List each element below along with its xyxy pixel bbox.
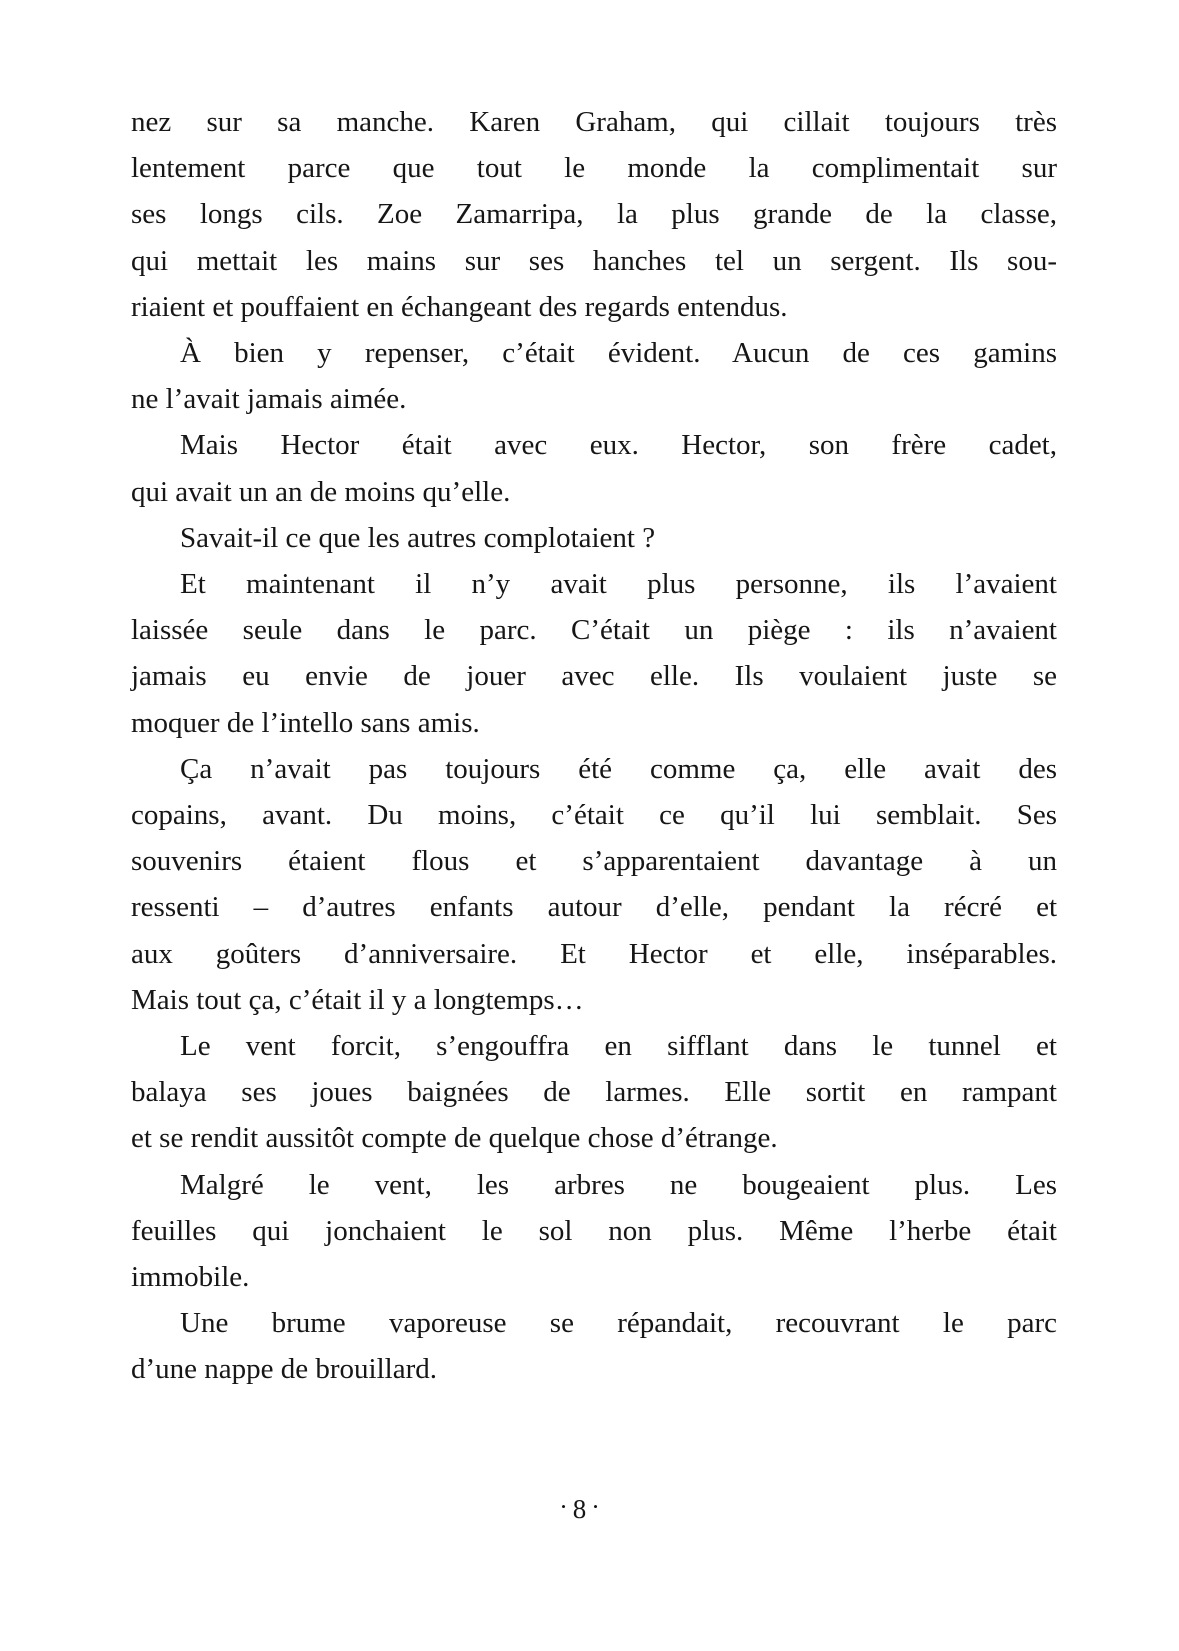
text-line: souvenirs étaient flous et s’apparentaient davantage à un — [131, 845, 1057, 878]
page-number — [0, 1494, 1159, 1525]
text-line: Le vent forcit, s’engouffra en sifflant dans le tunnel et — [180, 1030, 1057, 1063]
text-line: Mais Hector était avec eux. Hector, son frère cadet, — [180, 429, 1057, 462]
text-line: Savait-il ce que les autres complotaient ? — [180, 521, 656, 554]
text-line: d’une nappe de brouillard. — [131, 1353, 438, 1386]
text-line: laissée seule dans le parc. C’était un piège : ils n’avaient — [131, 614, 1057, 647]
text-line: jamais eu envie de jouer avec elle. Ils voulaient juste se — [131, 660, 1057, 693]
text-line: Mais tout ça, c’était il y a longtemps… — [131, 983, 584, 1016]
text-line: qui avait un an de moins qu’elle. — [131, 475, 511, 508]
text-line: À bien y repenser, c’était évident. Aucun de ces gamins — [180, 337, 1057, 370]
folio-right-dot-icon: • — [593, 1499, 598, 1514]
text-line: moquer de l’intello sans amis. — [131, 706, 480, 739]
text-line: ressenti – d’autres enfants autour d’elle, pendant la récré et — [131, 891, 1057, 924]
text-line: feuilles qui jonchaient le sol non plus. Même l’herbe était — [131, 1214, 1057, 1247]
text-line: Ça n’avait pas toujours été comme ça, elle avait des — [180, 752, 1057, 785]
text-line: Malgré le vent, les arbres ne bougeaient plus. Les — [180, 1168, 1057, 1201]
text-line: et se rendit aussitôt compte de quelque chose d’étrange. — [131, 1122, 778, 1155]
text-line: aux goûters d’anniversaire. Et Hector et elle, inséparables. — [131, 937, 1057, 970]
text-line: ne l’avait jamais aimée. — [131, 383, 407, 416]
text-line: qui mettait les mains sur ses hanches tel un sergent. Ils sou- — [131, 244, 1057, 277]
text-line: immobile. — [131, 1261, 250, 1294]
text-line: Et maintenant il n’y avait plus personne, ils l’avaient — [180, 568, 1057, 601]
folio-left-dot-icon: • — [561, 1499, 566, 1514]
text-line: copains, avant. Du moins, c’était ce qu’il lui semblait. Ses — [131, 799, 1057, 832]
text-line: Une brume vaporeuse se répandait, recouvrant le parc — [180, 1307, 1057, 1340]
text-line: nez sur sa manche. Karen Graham, qui cillait toujours très — [131, 106, 1057, 138]
folio-number: 8 — [572, 1494, 587, 1524]
text-line: balaya ses joues baignées de larmes. Elle sortit en rampant — [131, 1076, 1057, 1109]
text-line: lentement parce que tout le monde la complimentait sur — [131, 152, 1057, 185]
text-block — [131, 99, 1057, 1393]
text-line: ses longs cils. Zoe Zamarripa, la plus grande de la classe, — [131, 198, 1057, 231]
text-line: riaient et pouffaient en échangeant des regards entendus. — [131, 290, 788, 323]
